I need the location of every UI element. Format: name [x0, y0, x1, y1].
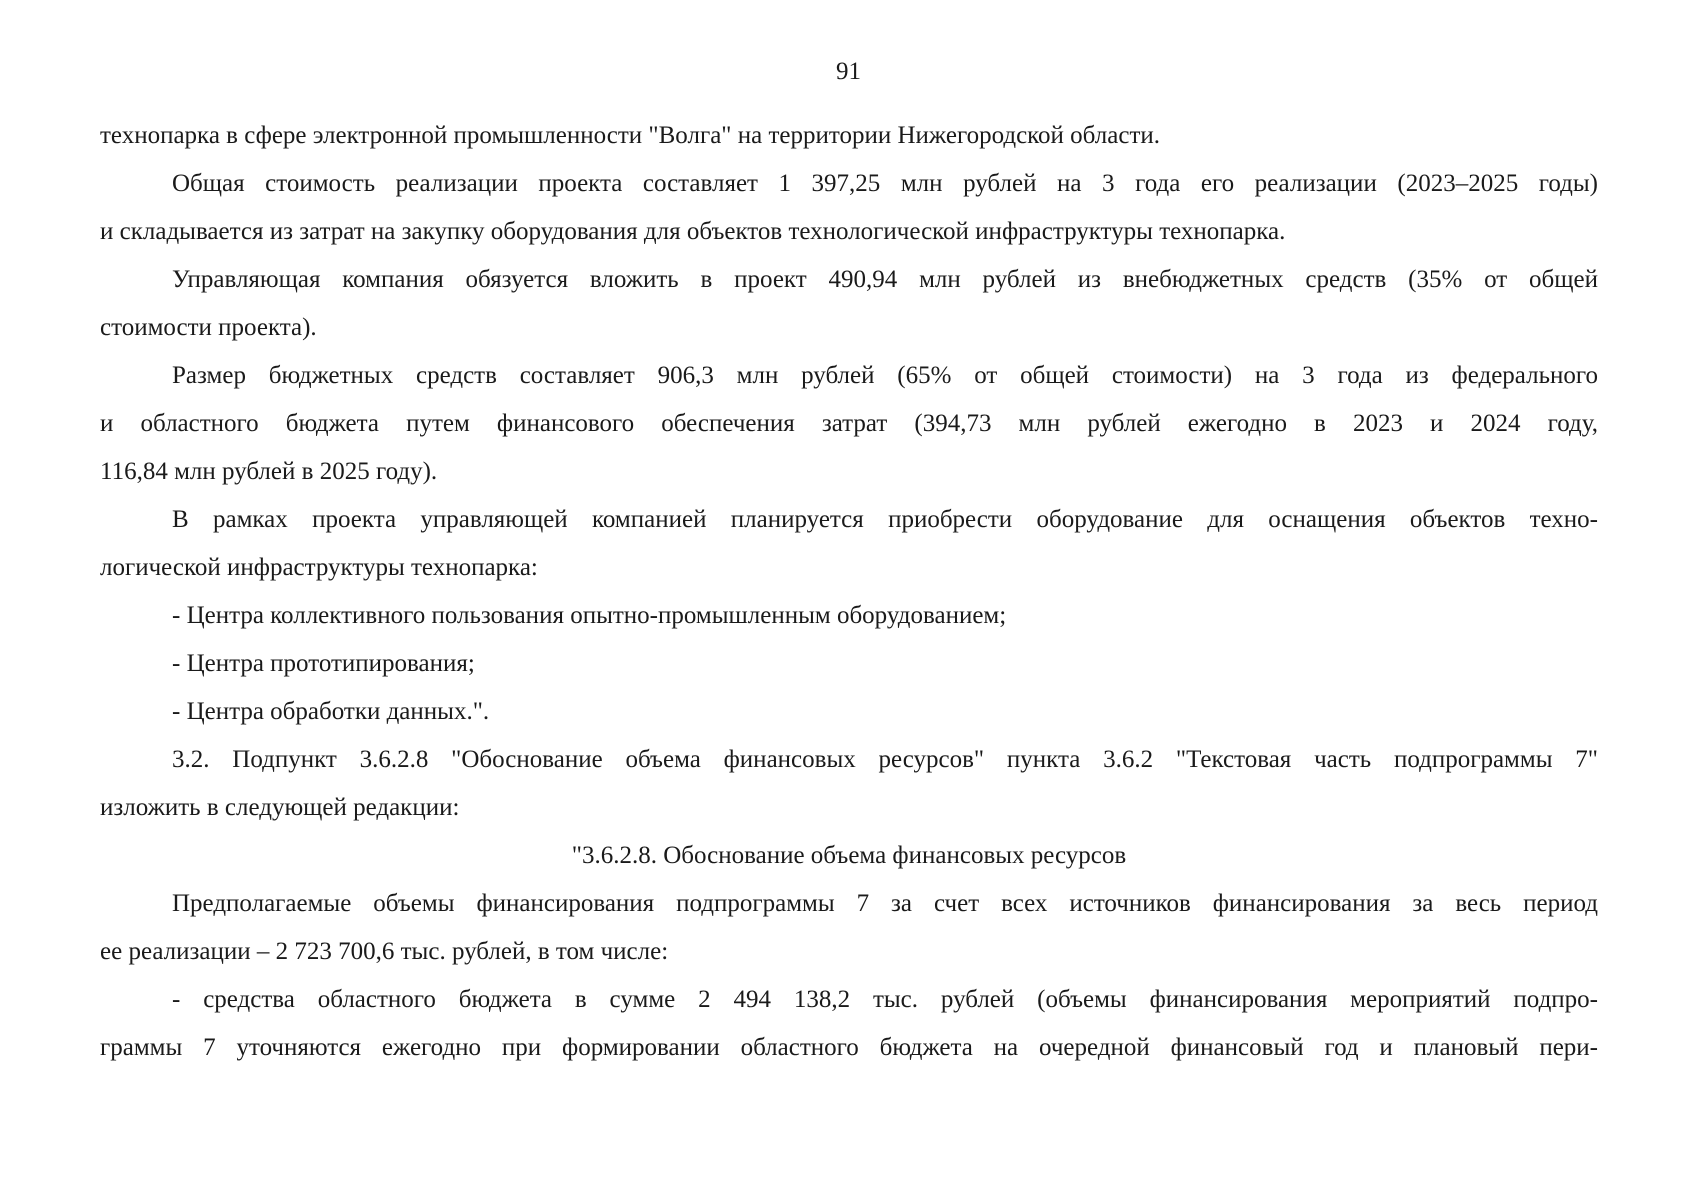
list-item: - Центра прототипирования; [172, 650, 475, 677]
text-line: В рамках проекта управляющей компанией планируется приобрести оборудование для оснащения объектов техно- [172, 506, 1598, 533]
text-line: 116,84 млн рублей в 2025 году). [100, 458, 438, 485]
list-item: - Центра коллективного пользования опытно-промышленным оборудованием; [172, 602, 1007, 629]
document-body [100, 112, 1598, 1072]
section-heading: "3.6.2.8. Обоснование объема финансовых ресурсов [571, 842, 1127, 869]
text-line: Общая стоимость реализации проекта составляет 1 397,25 млн рублей на 3 года его реализации (2023–2025 годы) [172, 170, 1598, 197]
text-line: - средства областного бюджета в сумме 2 494 138,2 тыс. рублей (объемы финансирования мероприятий подпро- [172, 986, 1598, 1013]
text-line: 3.2. Подпункт 3.6.2.8 "Обоснование объема финансовых ресурсов" пункта 3.6.2 "Текстовая часть подпрограммы 7" [172, 746, 1598, 773]
text-line: стоимости проекта). [100, 314, 317, 341]
text-line: и областного бюджета путем финансового обеспечения затрат (394,73 млн рублей ежегодно в 2023 и 2024 году, [100, 410, 1598, 437]
text-line: Предполагаемые объемы финансирования подпрограммы 7 за счет всех источников финансирования за весь период [172, 890, 1598, 917]
text-line: граммы 7 уточняются ежегодно при формировании областного бюджета на очередной финансовый год и плановый пери- [100, 1034, 1598, 1061]
text-line: ее реализации – 2 723 700,6 тыс. рублей, в том числе: [100, 938, 669, 965]
text-line: Размер бюджетных средств составляет 906,3 млн рублей (65% от общей стоимости) на 3 года из федерального [172, 362, 1598, 389]
text-line: логической инфраструктуры технопарка: [100, 554, 538, 581]
text-line: Управляющая компания обязуется вложить в проект 490,94 млн рублей из внебюджетных средств (35% от общей [172, 266, 1598, 293]
text-line: технопарка в сфере электронной промышленности "Волга" на территории Нижегородской области. [100, 122, 1160, 149]
list-item: - Центра обработки данных.". [172, 698, 490, 725]
text-line: изложить в следующей редакции: [100, 794, 460, 821]
text-line: и складывается из затрат на закупку оборудования для объектов технологической инфраструктуры технопарка. [100, 218, 1286, 245]
page-number: 91 [836, 58, 861, 85]
